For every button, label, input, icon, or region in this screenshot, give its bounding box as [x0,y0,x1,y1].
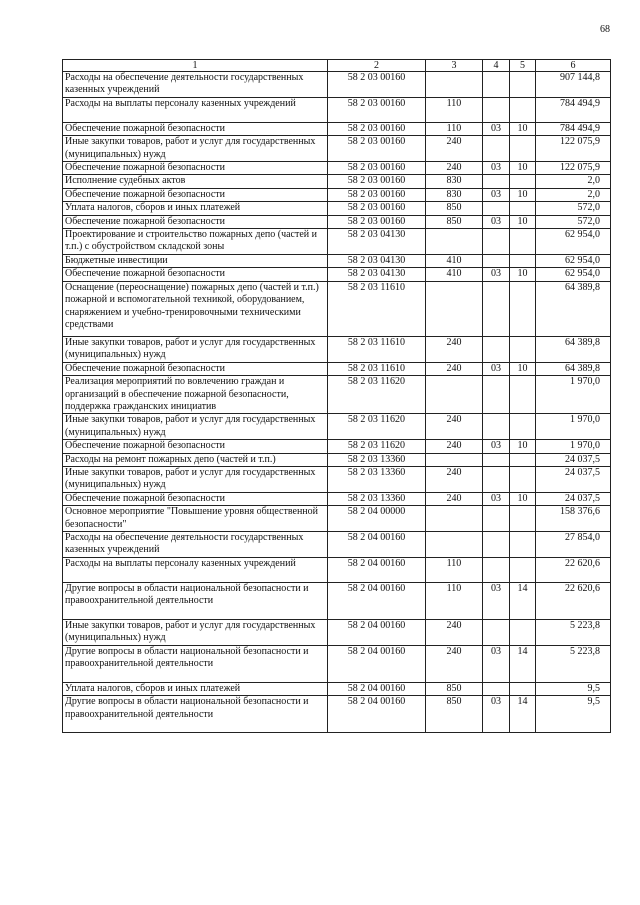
row-section: 03 [483,440,510,453]
row-name: Уплата налогов, сборов и иных платежей [63,202,328,215]
row-section [483,682,510,695]
row-name: Обеспечение пожарной безопасности [63,215,328,228]
row-expense-type [426,376,483,414]
row-code: 58 2 04 00000 [328,506,426,532]
row-section [483,466,510,492]
column-header-5: 5 [510,60,536,72]
row-subsection: 14 [510,696,536,733]
row-code: 58 2 04 00160 [328,557,426,582]
row-code: 58 2 04 00160 [328,619,426,645]
row-expense-type: 110 [426,557,483,582]
row-section [483,619,510,645]
table-row [63,376,611,414]
row-section [483,376,510,414]
page-number: 68 [600,24,610,35]
row-subsection: 10 [510,162,536,175]
row-name: Обеспечение пожарной безопасности [63,188,328,201]
row-section [483,97,510,122]
row-amount: 2,0 [536,175,611,188]
row-expense-type: 240 [426,162,483,175]
row-name: Оснащение (переоснащение) пожарных депо (частей и т.п.) пожарной и вспомогательной техникой, оборудованием, снаряжением и учебно-тренировочными техническими средствами [63,281,328,336]
row-section [483,336,510,362]
table-row [63,188,611,201]
row-code: 58 2 03 00160 [328,202,426,215]
table-row [63,362,611,375]
table-row [63,281,611,336]
row-expense-type: 410 [426,268,483,281]
row-expense-type [426,506,483,532]
row-name: Обеспечение пожарной безопасности [63,162,328,175]
row-section: 03 [483,215,510,228]
table-row [63,215,611,228]
row-section [483,229,510,255]
table-row [63,466,611,492]
row-subsection [510,202,536,215]
row-name: Расходы на обеспечение деятельности государственных казенных учреждений [63,72,328,98]
column-header-3: 3 [426,60,483,72]
row-subsection [510,97,536,122]
column-header-2: 2 [328,60,426,72]
row-name: Основное мероприятие "Повышение уровня общественной безопасности" [63,506,328,532]
row-code: 58 2 04 00160 [328,582,426,619]
row-code: 58 2 04 00160 [328,645,426,682]
table-row [63,268,611,281]
row-expense-type: 240 [426,492,483,505]
row-code: 58 2 03 11620 [328,376,426,414]
row-name: Обеспечение пожарной безопасности [63,440,328,453]
row-subsection [510,281,536,336]
row-name: Расходы на ремонт пожарных депо (частей и т.п.) [63,453,328,466]
table-row [63,175,611,188]
row-code: 58 2 03 04130 [328,229,426,255]
row-section [483,281,510,336]
row-expense-type: 240 [426,336,483,362]
table-row [63,229,611,255]
row-amount: 27 854,0 [536,531,611,557]
row-code: 58 2 03 11620 [328,440,426,453]
row-section [483,175,510,188]
row-section: 03 [483,582,510,619]
row-amount: 22 620,6 [536,582,611,619]
row-amount: 122 075,9 [536,136,611,162]
row-expense-type: 850 [426,202,483,215]
row-code: 58 2 03 00160 [328,122,426,135]
row-amount: 9,5 [536,696,611,733]
row-expense-type [426,72,483,98]
row-amount: 24 037,5 [536,466,611,492]
row-code: 58 2 04 00160 [328,696,426,733]
row-subsection: 10 [510,268,536,281]
row-name: Иные закупки товаров, работ и услуг для государственных (муниципальных) нужд [63,336,328,362]
row-amount: 1 970,0 [536,376,611,414]
row-subsection [510,336,536,362]
row-code: 58 2 03 00160 [328,72,426,98]
row-section: 03 [483,188,510,201]
row-name: Уплата налогов, сборов и иных платежей [63,682,328,695]
row-code: 58 2 03 00160 [328,175,426,188]
row-expense-type: 240 [426,362,483,375]
row-section: 03 [483,162,510,175]
row-expense-type: 240 [426,466,483,492]
row-subsection [510,175,536,188]
column-number-header [63,60,611,72]
row-section: 03 [483,696,510,733]
row-name: Обеспечение пожарной безопасности [63,268,328,281]
row-subsection [510,254,536,267]
row-amount: 62 954,0 [536,254,611,267]
row-subsection [510,453,536,466]
row-amount: 9,5 [536,682,611,695]
row-section [483,557,510,582]
table-row [63,531,611,557]
row-expense-type: 850 [426,215,483,228]
row-name: Иные закупки товаров, работ и услуг для государственных (муниципальных) нужд [63,136,328,162]
row-section [483,72,510,98]
row-section: 03 [483,268,510,281]
row-amount: 1 970,0 [536,414,611,440]
row-expense-type: 240 [426,440,483,453]
row-subsection [510,619,536,645]
row-subsection: 10 [510,215,536,228]
row-subsection: 14 [510,645,536,682]
table-row [63,453,611,466]
row-expense-type: 830 [426,175,483,188]
row-name: Иные закупки товаров, работ и услуг для государственных (муниципальных) нужд [63,414,328,440]
column-header-6: 6 [536,60,611,72]
row-name: Проектирование и строительство пожарных депо (частей и т.п.) с обустройством складской зоны [63,229,328,255]
row-section: 03 [483,122,510,135]
table-row [63,682,611,695]
row-section [483,202,510,215]
row-amount: 158 376,6 [536,506,611,532]
row-amount: 64 389,8 [536,336,611,362]
row-code: 58 2 03 00160 [328,188,426,201]
row-name: Обеспечение пожарной безопасности [63,492,328,505]
row-name: Расходы на выплаты персоналу казенных учреждений [63,97,328,122]
row-code: 58 2 03 04130 [328,254,426,267]
table-row [63,97,611,122]
row-name: Иные закупки товаров, работ и услуг для государственных (муниципальных) нужд [63,619,328,645]
row-name: Обеспечение пожарной безопасности [63,362,328,375]
row-amount: 122 075,9 [536,162,611,175]
row-code: 58 2 03 00160 [328,97,426,122]
table-row [63,506,611,532]
row-code: 58 2 03 00160 [328,215,426,228]
table-row [63,202,611,215]
row-code: 58 2 03 04130 [328,268,426,281]
row-subsection: 10 [510,122,536,135]
row-amount: 24 037,5 [536,492,611,505]
table-row [63,336,611,362]
table-row [63,557,611,582]
row-amount: 64 389,8 [536,281,611,336]
row-amount: 572,0 [536,215,611,228]
row-expense-type: 110 [426,122,483,135]
row-name: Иные закупки товаров, работ и услуг для государственных (муниципальных) нужд [63,466,328,492]
row-amount: 5 223,8 [536,619,611,645]
row-name: Другие вопросы в области национальной безопасности и правоохранительной деятельности [63,582,328,619]
row-code: 58 2 03 11610 [328,281,426,336]
row-amount: 784 494,9 [536,122,611,135]
row-subsection: 14 [510,582,536,619]
row-amount: 64 389,8 [536,362,611,375]
row-subsection [510,506,536,532]
row-amount: 572,0 [536,202,611,215]
row-expense-type: 240 [426,645,483,682]
row-expense-type [426,453,483,466]
row-section [483,136,510,162]
row-section: 03 [483,362,510,375]
row-amount: 907 144,8 [536,72,611,98]
row-code: 58 2 04 00160 [328,531,426,557]
row-subsection: 10 [510,362,536,375]
row-amount: 62 954,0 [536,268,611,281]
table-row [63,136,611,162]
row-expense-type: 240 [426,136,483,162]
row-expense-type: 410 [426,254,483,267]
row-amount: 784 494,9 [536,97,611,122]
budget-table [62,59,611,733]
row-code: 58 2 03 11610 [328,362,426,375]
row-name: Исполнение судебных актов [63,175,328,188]
table-row [63,582,611,619]
row-amount: 1 970,0 [536,440,611,453]
row-section [483,414,510,440]
row-subsection: 10 [510,492,536,505]
row-expense-type: 110 [426,97,483,122]
row-name: Расходы на обеспечение деятельности государственных казенных учреждений [63,531,328,557]
row-section [483,531,510,557]
row-subsection [510,376,536,414]
row-section [483,453,510,466]
row-subsection [510,229,536,255]
row-code: 58 2 03 00160 [328,162,426,175]
row-code: 58 2 03 11610 [328,336,426,362]
column-header-1: 1 [63,60,328,72]
row-subsection [510,72,536,98]
row-amount: 22 620,6 [536,557,611,582]
row-section: 03 [483,492,510,505]
row-section: 03 [483,645,510,682]
row-subsection [510,682,536,695]
table-row [63,696,611,733]
row-amount: 5 223,8 [536,645,611,682]
table-row [63,492,611,505]
table-row [63,72,611,98]
row-name: Другие вопросы в области национальной безопасности и правоохранительной деятельности [63,645,328,682]
row-expense-type: 830 [426,188,483,201]
table-row [63,645,611,682]
table-row [63,162,611,175]
row-code: 58 2 04 00160 [328,682,426,695]
row-amount: 2,0 [536,188,611,201]
row-amount: 62 954,0 [536,229,611,255]
row-section [483,506,510,532]
row-subsection [510,531,536,557]
row-name: Обеспечение пожарной безопасности [63,122,328,135]
row-expense-type [426,281,483,336]
row-subsection: 10 [510,188,536,201]
row-expense-type [426,531,483,557]
table-row [63,619,611,645]
row-subsection [510,136,536,162]
row-subsection [510,414,536,440]
row-subsection [510,466,536,492]
row-expense-type [426,229,483,255]
table-row [63,414,611,440]
row-name: Бюджетные инвестиции [63,254,328,267]
table-row [63,440,611,453]
row-code: 58 2 03 13360 [328,453,426,466]
row-section [483,254,510,267]
row-name: Реализация мероприятий по вовлечению граждан и организаций в обеспечение пожарной безопасности, поддержка гражданских инициатив [63,376,328,414]
row-code: 58 2 03 13360 [328,466,426,492]
row-expense-type: 240 [426,619,483,645]
row-name: Другие вопросы в области национальной безопасности и правоохранительной деятельности [63,696,328,733]
table-row [63,254,611,267]
row-expense-type: 110 [426,582,483,619]
row-expense-type: 850 [426,696,483,733]
row-amount: 24 037,5 [536,453,611,466]
row-subsection [510,557,536,582]
row-code: 58 2 03 00160 [328,136,426,162]
row-code: 58 2 03 13360 [328,492,426,505]
column-header-4: 4 [483,60,510,72]
row-expense-type: 240 [426,414,483,440]
row-subsection: 10 [510,440,536,453]
row-name: Расходы на выплаты персоналу казенных учреждений [63,557,328,582]
row-expense-type: 850 [426,682,483,695]
row-code: 58 2 03 11620 [328,414,426,440]
table-row [63,122,611,135]
